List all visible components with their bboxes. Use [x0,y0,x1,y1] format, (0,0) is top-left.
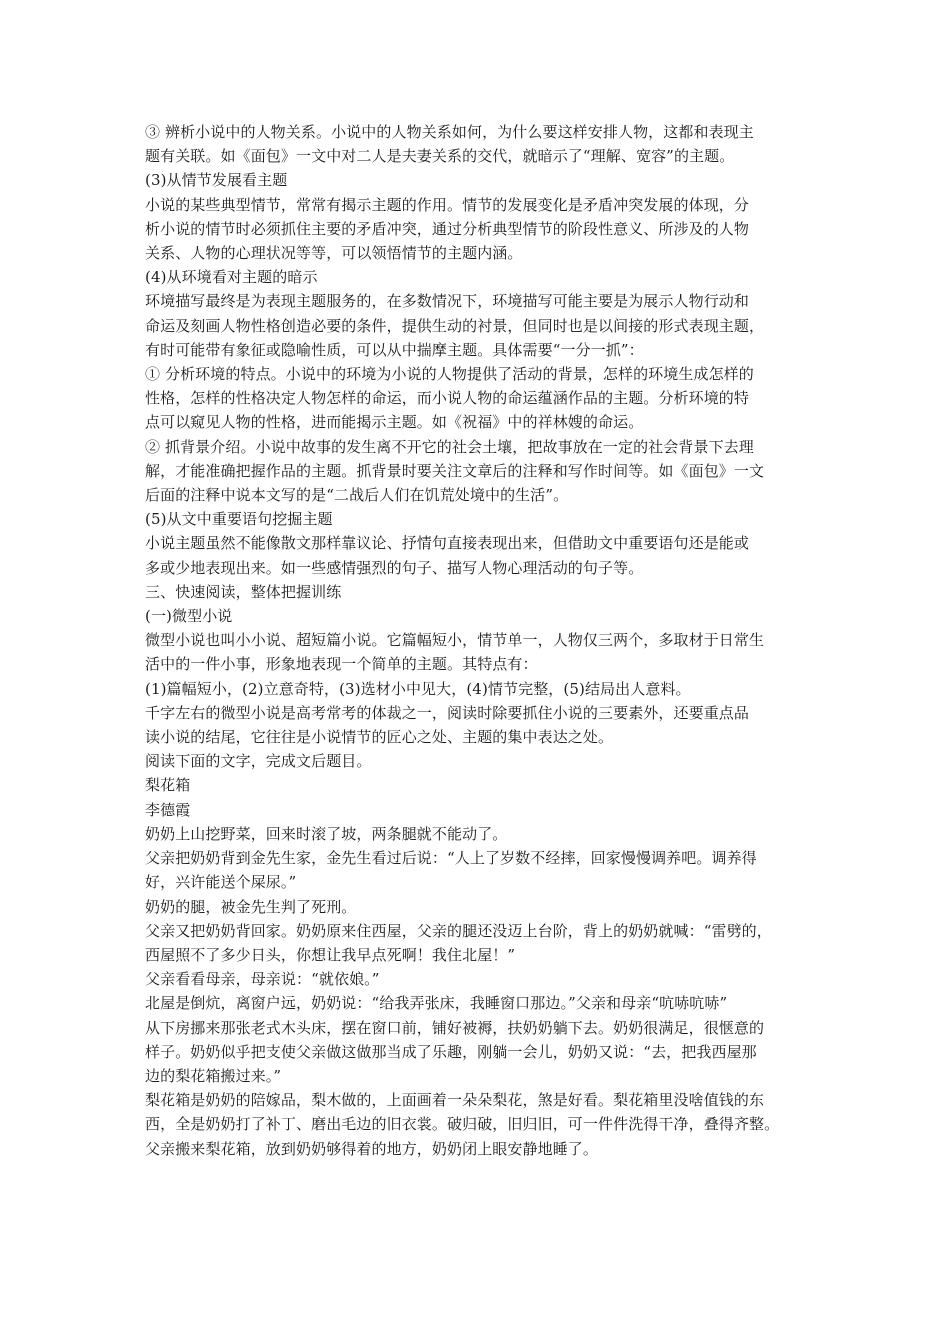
text-line: 性格，怎样的性格决定人物怎样的命运，而小说人物的命运蕴涵作品的主题。分析环境的特 [145,389,750,408]
text-line: 西屋照不了多少日头，你想让我早点死啊！我住北屋！” [145,945,516,964]
text-line: (4)从环境看对主题的暗示 [145,268,318,287]
text-line: 析小说的情节时必须抓住主要的矛盾冲突，通过分析典型情节的阶段性意义、所涉及的人物 [145,219,750,238]
text-line: 奶奶的腿，被金先生判了死刑。 [145,897,357,916]
text-line: 千字左右的微型小说是高考常考的体裁之一，阅读时除要抓住小说的三要素外，还要重点品 [145,703,750,722]
text-line: (5)从文中重要语句挖掘主题 [145,510,333,529]
text-line: 解，才能准确把握作品的主题。抓背景时要关注文章后的注释和写作时间等。如《面包》一文 [145,461,765,480]
text-line: 微型小说也叫小小说、超短篇小说。它篇幅短小，情节单一，人物仅三两个，多取材于日常生 [145,631,765,650]
text-line: 父亲看看母亲，母亲说：“就依娘。” [145,970,380,989]
text-line: 环境描写最终是为表现主题服务的，在多数情况下，环境描写可能主要是为展示人物行动和 [145,292,750,311]
text-line: 奶奶上山挖野菜，回来时滚了坡，两条腿就不能动了。 [145,824,508,843]
text-line: 题有关联。如《面包》一文中对二人是夫妻关系的交代，就暗示了“理解、宽容”的主题。 [145,147,735,166]
text-line: 父亲搬来梨花箱，放到奶奶够得着的地方，奶奶闭上眼安静地睡了。 [145,1139,599,1158]
text-line: 点可以窥见人物的性格，进而能揭示主题。如《祝福》中的祥林嫂的命运。 [145,413,644,432]
text-line: 小说的某些典型情节，常常有揭示主题的作用。情节的发展变化是矛盾冲突发展的体现，分 [145,195,750,214]
text-line: 读小说的结尾，它往往是小说情节的匠心之处、主题的集中表达之处。 [145,728,614,747]
text-line: (3)从情节发展看主题 [145,171,288,190]
text-line: (1)篇幅短小，(2)立意奇特，(3)选材小中见大，(4)情节完整，(5)结局出人意料。 [145,679,691,698]
text-line: 样子。奶奶似乎把支使父亲做这做那当成了乐趣，刚躺一会儿，奶奶又说：“去，把我西屋那 [145,1042,757,1061]
text-line: 有时可能带有象征或隐喻性质，可以从中揣摩主题。具体需要“一分一抓”： [145,340,644,359]
text-line: 梨花箱是奶奶的陪嫁品，梨木做的，上面画着一朵朵梨花，煞是好看。梨花箱里没啥值钱的东 [145,1091,765,1110]
text-line: 梨花箱 [145,776,191,795]
text-line: 父亲又把奶奶背回家。奶奶原来住西屋，父亲的腿还没迈上台阶，背上的奶奶就喊：“雷劈的， [145,921,772,940]
text-line: 边的梨花箱搬过来。” [145,1066,282,1085]
text-line: 多或少地表现出来。如一些感情强烈的句子、描写人物心理活动的句子等。 [145,558,644,577]
text-line: 父亲把奶奶背到金先生家，金先生看过后说：“人上了岁数不经摔，回家慢慢调养吧。调养得 [145,849,757,868]
text-line: 从下房挪来那张老式木头床，摆在窗口前，铺好被褥，扶奶奶躺下去。奶奶很满足，很惬意的 [145,1018,765,1037]
document-page [145,120,813,1161]
text-line: ② 抓背景介绍。小说中故事的发生离不开它的社会土壤，把故事放在一定的社会背景下去理 [145,437,754,456]
text-line: 后面的注释中说本文写的是“二战后人们在饥荒处境中的生活”。 [145,486,569,505]
text-line: 关系、人物的心理状况等等，可以领悟情节的主题内涵。 [145,244,523,263]
text-line: 阅读下面的文字，完成文后题目。 [145,752,372,771]
text-line: 命运及刻画人物性格创造必要的条件，提供生动的衬景，但同时也是以间接的形式表现主题， [145,316,765,335]
text-line: 活中的一件小事，形象地表现一个简单的主题。其特点有： [145,655,538,674]
text-line: 小说主题虽然不能像散文那样靠议论、抒情句直接表现出来，但借助文中重要语句还是能或 [145,534,750,553]
text-line: ① 分析环境的特点。小说中的环境为小说的人物提供了活动的背景，怎样的环境生成怎样的 [145,365,754,384]
text-line: 三、快速阅读，整体把握训练 [145,582,342,601]
text-line: (一)微型小说 [145,607,233,626]
text-line: 李德霞 [145,800,191,819]
text-line: 西，全是奶奶打了补丁、磨出毛边的旧衣裳。破归破，旧归旧，可一件件洗得干净，叠得齐整。 [145,1115,780,1134]
text-line: 北屋是倒炕，离窗户远，奶奶说：“给我弄张床，我睡窗口那边。”父亲和母亲“吭哧吭哧” [145,994,728,1013]
text-line: ③ 辨析小说中的人物关系。小说中的人物关系如何，为什么要这样安排人物，这都和表现主 [145,123,754,141]
text-line: 好，兴许能送个屎尿。” [145,873,297,892]
